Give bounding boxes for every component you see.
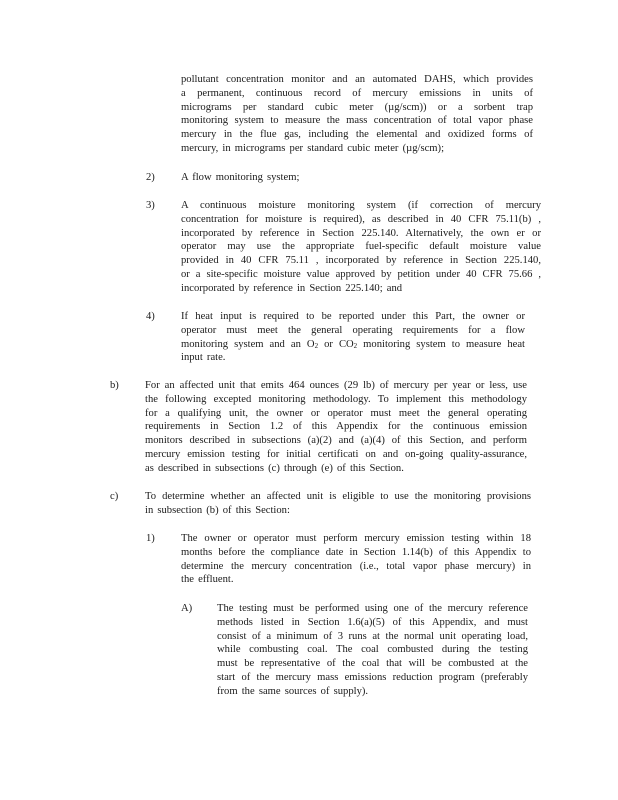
list-marker: 3) (146, 200, 155, 211)
text-line: mercury in the flue gas, including the elemental and oxidized forms of (181, 129, 533, 141)
text-line: The owner or operator must perform mercury emission testing within 18 (181, 533, 531, 544)
item-3-paragraph (181, 199, 541, 296)
text-line: determine the mercury concentration (i.e., total vapor phase mercury) in (181, 560, 531, 572)
text-line: requirements in Section 1.2 of this Appendix for the continuous emission (145, 421, 527, 433)
text-line: pollutant concentration monitor and an automated DAHS, which provides (181, 74, 533, 85)
text-line: mercury, in micrograms per standard cubic meter (µg/scm); (181, 142, 445, 154)
text-line: A flow monitoring system; (181, 172, 300, 183)
item-4-paragraph (181, 310, 525, 365)
text-line: input rate. (181, 352, 226, 364)
list-marker: A) (181, 603, 193, 614)
text-line: the following excepted monitoring methodology. To implement this methodology (145, 393, 527, 405)
subscript: 2 (353, 341, 358, 350)
text-line: start of the mercury mass emissions reduction program (preferably (217, 671, 528, 683)
text-line: micrograms per standard cubic meter (µg/scm)) or a sorbent trap (181, 101, 533, 113)
list-marker: 1) (146, 533, 155, 544)
text-line: methods listed in Section 1.6(a)(5) of this Appendix, and must (217, 616, 528, 628)
text-line: the effluent. (181, 574, 234, 586)
text-line: must be representative of the coal that will be combusted at the (217, 658, 528, 670)
item-c-paragraph (145, 490, 531, 518)
text-line: for a qualifying unit, the owner or operator must meet the general operating (145, 407, 527, 419)
text-line: The testing must be performed using one of the mercury reference (217, 603, 528, 614)
text-line: mercury emission testing for initial certificati on and on-going quality-assurance, (145, 448, 527, 460)
text-line (181, 338, 525, 352)
text-line: monitoring system to measure the mass concentration of total vapor phase (181, 115, 533, 127)
text-line: concentration for moisture is required), as described in 40 CFR 75.11(b) , (181, 213, 541, 225)
list-marker: 2) (146, 172, 155, 183)
text-line: incorporated by reference in Section 225.140. Alternatively, the own er or (181, 227, 541, 239)
text-fragment: monitoring system to measure heat (357, 338, 525, 350)
list-marker: c) (110, 491, 119, 502)
text-line: months before the compliance date in Section 1.14(b) of this Appendix to (181, 546, 531, 558)
text-line: as described in subsections (c) through (e) of this Section. (145, 462, 404, 474)
item-2-paragraph (181, 171, 533, 185)
text-line: from the same sources of supply). (217, 685, 369, 697)
text-fragment: or CO (318, 338, 354, 350)
text-line: To determine whether an affected unit is eligible to use the monitoring provisions (145, 491, 531, 502)
item-b-paragraph (145, 379, 527, 476)
text-line: operator must meet the general operating requirements for a flow (181, 324, 525, 336)
text-line: monitors described in subsections (a)(2) and (a)(4) of this Section, and perform (145, 435, 527, 447)
text-line: incorporated by reference in Section 225.140; and (181, 282, 403, 294)
text-line: in subsection (b) of this Section: (145, 504, 290, 516)
list-marker: b) (110, 380, 119, 391)
text-line: If heat input is required to be reported under this Part, the owner or (181, 311, 525, 322)
text-line: or a site-specific moisture value approved by petition under 40 CFR 75.66 , (181, 268, 541, 280)
text-line: operator may use the appropriate fuel-specific default moisture value (181, 241, 541, 253)
subscript: 2 (314, 341, 319, 350)
item-c1a-paragraph (217, 602, 528, 699)
intro-continuation-paragraph (181, 73, 533, 156)
text-line: a permanent, continuous record of mercury emissions in units of (181, 87, 533, 99)
text-line: provided in 40 CFR 75.11 , incorporated by reference in Section 225.140, (181, 255, 541, 267)
text-fragment: monitoring system and an O (181, 338, 315, 350)
item-c1-paragraph (181, 532, 531, 587)
text-line: consist of a minimum of 3 runs at the normal unit operating load, (217, 630, 528, 642)
text-line: while combusting coal. The coal combusted during the testing (217, 644, 528, 656)
text-line: A continuous moisture monitoring system (if correction of mercury (181, 200, 541, 211)
text-line: For an affected unit that emits 464 ounces (29 lb) of mercury per year or less, use (145, 380, 527, 391)
list-marker: 4) (146, 311, 155, 322)
